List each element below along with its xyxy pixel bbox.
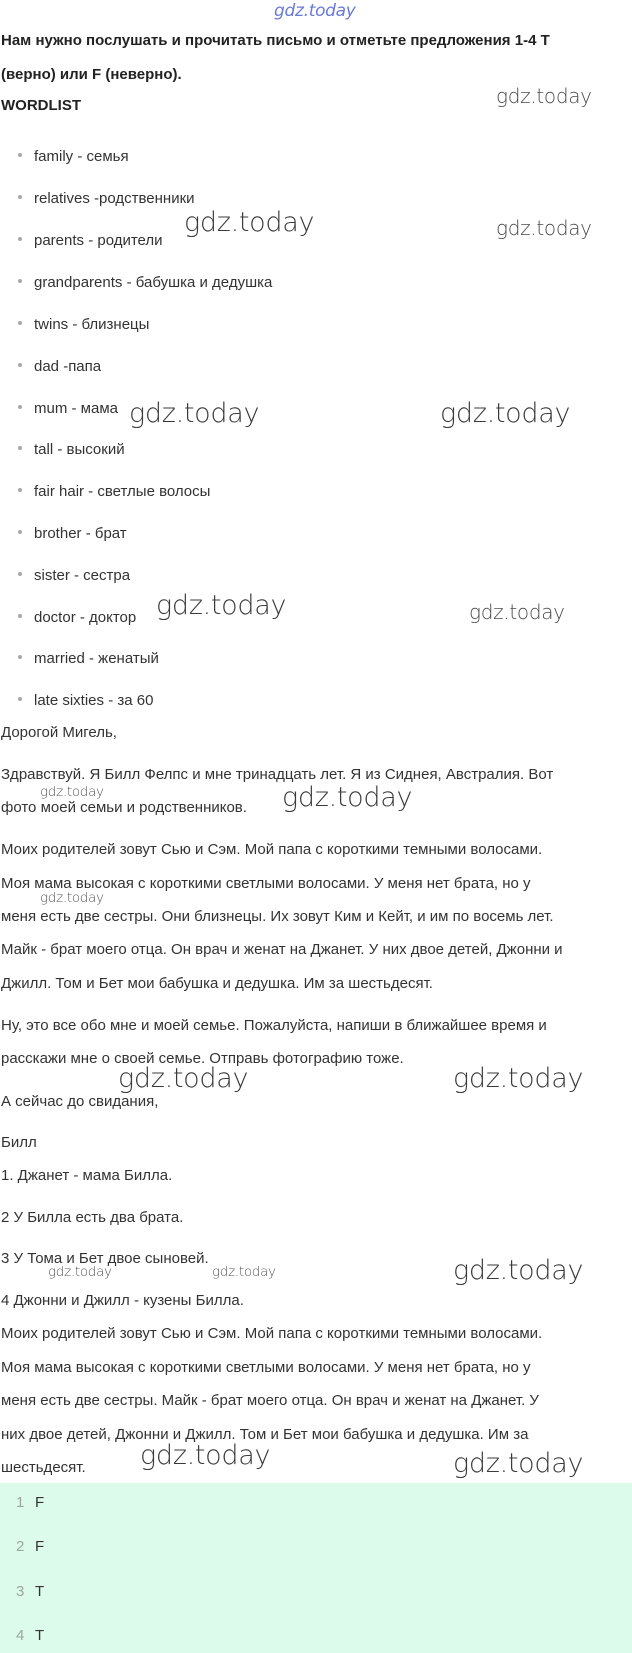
bullet-icon bbox=[18, 237, 22, 241]
watermark: gdz.today bbox=[496, 216, 592, 240]
list-item: tall - высокий bbox=[18, 441, 125, 458]
watermark: gdz.today bbox=[140, 1440, 271, 1471]
letter-line: Майк - брат моего отца. Он врач и женат на Джанет. У них двое детей, Джонни и bbox=[1, 941, 563, 958]
list-item: family - семья bbox=[18, 148, 129, 165]
bullet-icon bbox=[18, 655, 22, 659]
explanation-line: них двое детей, Джонни и Джилл. Том и Бет мои бабушка и дедушка. Им за bbox=[1, 1426, 529, 1443]
statement: 3 У Тома и Бет двое сыновей. bbox=[1, 1250, 209, 1267]
letter-line: Здравствуй. Я Билл Фелпс и мне тринадцать лет. Я из Сиднея, Австралия. Вот bbox=[1, 766, 554, 783]
bullet-icon bbox=[18, 572, 22, 576]
bullet-icon bbox=[18, 488, 22, 492]
explanation-line: меня есть две сестры. Майк - брат моего отца. Он врач и женат на Джанет. У bbox=[1, 1392, 539, 1409]
list-item: grandparents - бабушка и дедушка bbox=[18, 274, 272, 291]
answer-row: 4 T bbox=[16, 1627, 45, 1644]
letter-signature: Билл bbox=[1, 1134, 37, 1151]
letter-line: Ну, это все обо мне и моей семье. Пожалуйста, напиши в ближайшее время и bbox=[1, 1017, 547, 1034]
watermark: gdz.today bbox=[212, 1264, 276, 1280]
letter-line: расскажи мне о своей семье. Отправь фотографию тоже. bbox=[1, 1050, 404, 1067]
letter-line: фото моей семьи и родственников. bbox=[1, 799, 247, 816]
answers-block bbox=[0, 1483, 632, 1653]
list-item: dad -папа bbox=[18, 358, 101, 375]
answer-row: 3 T bbox=[16, 1583, 45, 1600]
list-item: doctor - доктор bbox=[18, 609, 136, 626]
statement: 4 Джонни и Джилл - кузены Билла. bbox=[1, 1292, 244, 1309]
task-line-2: (верно) или F (неверно). bbox=[1, 66, 182, 83]
explanation-line: Моя мама высокая с короткими светлыми волосами. У меня нет брата, но у bbox=[1, 1359, 531, 1376]
watermark: gdz.today bbox=[40, 784, 104, 800]
explanation-line: Моих родителей зовут Сью и Сэм. Мой папа с короткими темными волосами. bbox=[1, 1325, 543, 1342]
bullet-icon bbox=[18, 614, 22, 618]
watermark: gdz.today bbox=[40, 890, 104, 906]
bullet-icon bbox=[18, 697, 22, 701]
bullet-icon bbox=[18, 405, 22, 409]
list-item: mum - мама bbox=[18, 400, 118, 417]
letter-line: Джилл. Том и Бет мои бабушка и дедушка. Им за шестьдесят. bbox=[1, 975, 433, 992]
wordlist-title: WORDLIST bbox=[1, 97, 81, 114]
watermark: gdz.today bbox=[440, 398, 571, 429]
watermark: gdz.today bbox=[118, 1063, 249, 1094]
bullet-icon bbox=[18, 363, 22, 367]
watermark: gdz.today bbox=[453, 1448, 584, 1479]
watermark: gdz.today bbox=[184, 207, 315, 238]
watermark: gdz.today bbox=[156, 590, 287, 621]
letter-line: Моя мама высокая с короткими светлыми волосами. У меня нет брата, но у bbox=[1, 875, 531, 892]
list-item: twins - близнецы bbox=[18, 316, 149, 333]
task-line-1: Нам нужно послушать и прочитать письмо и отметьте предложения 1-4 T bbox=[1, 32, 550, 49]
watermark: gdz.today bbox=[48, 1264, 112, 1280]
statement: 1. Джанет - мама Билла. bbox=[1, 1167, 173, 1184]
list-item: relatives -родственники bbox=[18, 190, 195, 207]
watermark: gdz.today bbox=[453, 1255, 584, 1286]
watermark: gdz.today bbox=[469, 600, 565, 624]
bullet-icon bbox=[18, 153, 22, 157]
statement: 2 У Билла есть два брата. bbox=[1, 1209, 184, 1226]
list-item: married - женатый bbox=[18, 650, 159, 667]
list-item: sister - сестра bbox=[18, 567, 130, 584]
letter-line: меня есть две сестры. Они близнецы. Их зовут Ким и Кейт, и им по восемь лет. bbox=[1, 908, 554, 925]
explanation-line: шестьдесят. bbox=[1, 1459, 86, 1476]
bullet-icon bbox=[18, 446, 22, 450]
letter-closing: А сейчас до свидания, bbox=[1, 1093, 159, 1110]
answer-row: 1 F bbox=[16, 1494, 45, 1511]
list-item: late sixties - за 60 bbox=[18, 692, 153, 709]
bullet-icon bbox=[18, 195, 22, 199]
watermark: gdz.today bbox=[496, 84, 592, 108]
list-item: parents - родители bbox=[18, 232, 163, 249]
bullet-icon bbox=[18, 279, 22, 283]
watermark: gdz.today bbox=[129, 398, 260, 429]
list-item: brother - брат bbox=[18, 525, 127, 542]
watermark: gdz.today bbox=[453, 1063, 584, 1094]
letter-greeting: Дорогой Мигель, bbox=[1, 724, 117, 741]
answer-row: 2 F bbox=[16, 1538, 45, 1555]
header-watermark[interactable]: gdz.today bbox=[274, 1, 356, 21]
bullet-icon bbox=[18, 321, 22, 325]
watermark: gdz.today bbox=[282, 782, 413, 813]
list-item: fair hair - светлые волосы bbox=[18, 483, 210, 500]
bullet-icon bbox=[18, 530, 22, 534]
letter-line: Моих родителей зовут Сью и Сэм. Мой папа с короткими темными волосами. bbox=[1, 841, 543, 858]
